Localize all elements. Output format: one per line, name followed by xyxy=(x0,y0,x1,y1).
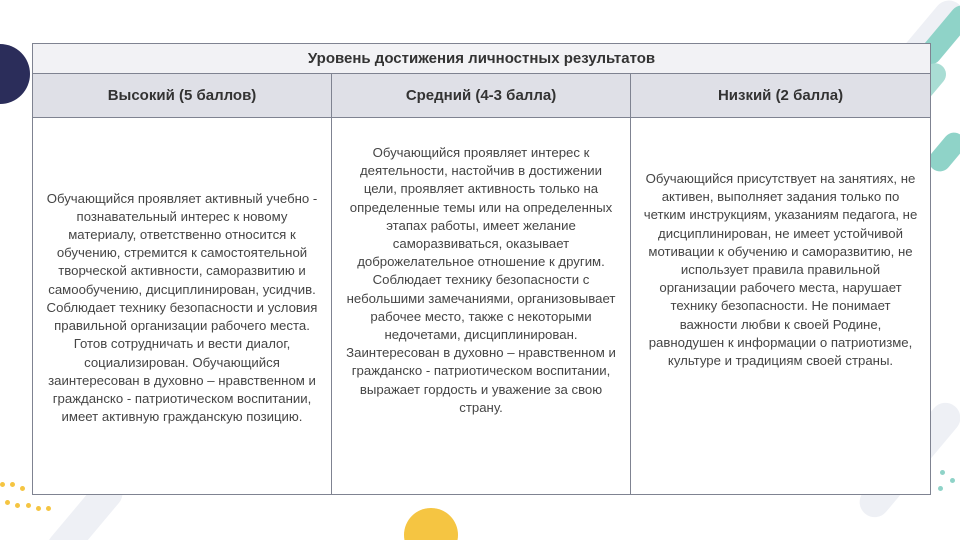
results-table-container xyxy=(32,43,930,495)
description-low: Обучающийся присутствует на занятиях, не активен, выполняет задания только по четким инструкциям, указаниям педагога, не дисциплинирован, не имеет устойчивой мотивации к обучению и саморазвитию, не использует правила правильной организации рабочего места, нарушает технику безопасности. Не понимает важности любви к своей Родине, равнодушен к информации о патриотизме, культуре и традициям своей страны. xyxy=(631,118,931,495)
table-title-row xyxy=(33,44,931,74)
results-table xyxy=(32,43,931,495)
column-header-low: Низкий (2 балла) xyxy=(631,74,931,118)
description-medium: Обучающийся проявляет интерес к деятельности, настойчив в достижении цели, проявляет активность только на определенные темы или на определенных этапах работы, имеет желание саморазвиваться, оказывает доброжелательное отношение к другим. Соблюдает технику безопасности с небольшими замечаниями, организовывает рабочее место, также с некоторыми недочетами, дисциплинирован. Заинтересован в духовно – нравственном и гражданско - патриотическом воспитании, выражает гордость и уважение за свою страну. xyxy=(332,118,631,495)
description-high: Обучающийся проявляет активный учебно - познавательный интерес к новому материалу, ответственно относится к обучению, стремится к самостоятельной творческой активности, саморазвитию и самообучению, дисциплинирован, усидчив. Соблюдает технику безопасности и условия правильной организации рабочего места. Готов сотрудничать и вести диалог, социализирован. Обучающийся заинтересован в духовно – нравственном и гражданско - патриотическом воспитании, имеет активную гражданскую позицию. xyxy=(33,118,332,495)
table-body-row xyxy=(33,118,931,495)
yellow-circle-decoration xyxy=(404,508,458,540)
column-header-medium: Средний (4-3 балла) xyxy=(332,74,631,118)
table-title: Уровень достижения личностных результатов xyxy=(33,44,931,74)
column-header-high: Высокий (5 баллов) xyxy=(33,74,332,118)
table-header-row xyxy=(33,74,931,118)
navy-circle-decoration xyxy=(0,44,30,104)
